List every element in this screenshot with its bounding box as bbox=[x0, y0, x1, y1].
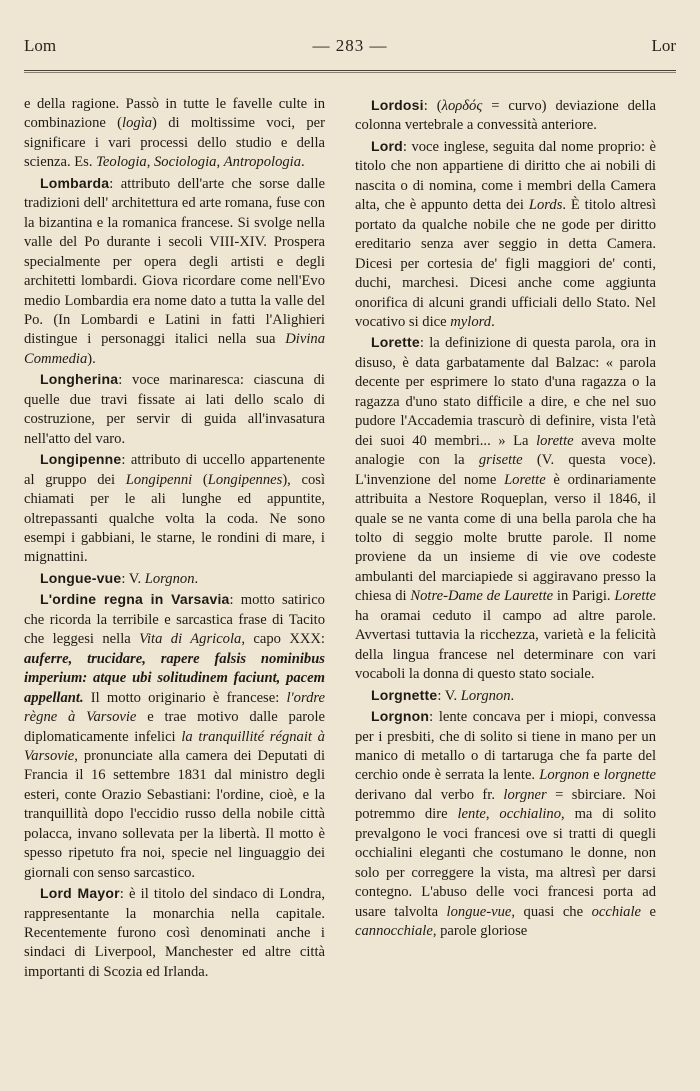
headword: L'ordine regna in Varsavia bbox=[40, 591, 230, 608]
headword: Lord Mayor bbox=[40, 885, 120, 902]
entry-lord: Lord: voce inglese, seguita dal nome proprio: è titolo che non appartiene di diritto che ai nobili di nascita o di nomina, come i membri della Camera alta, che è appunto detta dei Lords. È titolo altresì portato da qualche nobile che ne gode per diritto ereditario senza aver seggio in detta Camera. Dicesi per cortesia de' figli maggiori de' conti, duchi, marchesi. Dicesi anche come aggiunta onorifica di alcuni grandi ufficiali dello Stato. Nel vocativo si dice mylord. bbox=[355, 137, 656, 330]
entry-lorgnette: Lorgnette: V. Lorgnon. bbox=[371, 686, 515, 704]
entry-longipenne: Longipenne: attributo di uccello appartenente al gruppo dei Longipenni (Longipennes), così chiamati per le ali lunghe ed appuntite, oltrepassanti qualche volta la coda. Ne sono esempi i gabbiani, le starne, le rondini di mare, i mignattini. bbox=[24, 451, 325, 566]
entry-lord-mayor: Lord Mayor: è il titolo del sindaco di Londra, rappresentante la monarchia nella capitale. Recentemente furono così denominati anche i sindaci di Liverpool, Manchester ed altre città importanti di Scozia ed Irlanda. bbox=[24, 885, 325, 980]
entry-lorette: Lorette: la definizione di questa parola, ora in disuso, è data garbatamente dal Balzac: « parola decente per esprimere lo stato d'una ragazza o la ragazza d'uno stato difficile a dire, e che nel suo pudore l'Accademia trascurò di definire, vista l'età dei suoi 40 membri... » La lorette aveva molte analogie con la grisette (V. questa voce). L'invenzione del nome Lorette è ordinariamente attribuita a Nestore Roqueplan, verso il 1846, il quale se ne vanta come di una bella parola che ha tolto di seggio molte brutte parole. Il nome proviene da un insieme di vie ove codeste ambulanti del marciapiede si aggiravano presso la chiesa di Notre-Dame de Laurette in Parigi. Lorette ha oramai ceduto il campo ad altre parole. Avvertasi tuttavia la ricchezza, varietà e la felicità della lingua francese nel determinare con vari vocaboli la donna di questo stato sociale. bbox=[355, 334, 656, 683]
headword: Lorgnette bbox=[371, 686, 438, 703]
page-number: — 283 — bbox=[312, 36, 388, 55]
header-first-word: Lom bbox=[24, 36, 57, 55]
headword: Lord bbox=[371, 137, 403, 154]
entry-lordosi: Lordosi: (λορδός = curvo) deviazione della colonna vertebrale a convessità anteriore. bbox=[355, 97, 656, 134]
header-rule bbox=[24, 70, 676, 73]
entry-lorgnon: Lorgnon: lente concava per i miopi, convessa per i presbiti, che di solito si tiene in mano per un manico di metallo o di tartaruga che fa parte del cerchio onde è serrata la lente. Lorgnon e lorgnette derivano dal verbo fr. lorgner = sbirciare. Noi potremmo dire lente, occhialino, ma di solito prevalgono le voci francesi ove si tratti di quegli occhialini eleganti che costumano le donne, non solo per correggere la vista, ma altresì per darsi contegno. L'abuso delle voci francesi porta ad usare talvolta longue-vue, quasi che occhiale e cannocchiale, parole gloriose bbox=[355, 708, 657, 940]
headword: Longipenne bbox=[40, 451, 122, 468]
entry-continuation: e della ragione. Passò in tutte le favelle culte in combinazione (logìa) di moltissime voci, per significare i vari processi dello studio e della scienza. Es. Teologia, Sociologia, Antropologia. bbox=[24, 96, 325, 171]
headword: Lorette bbox=[371, 334, 420, 351]
entry-ordine-regna: L'ordine regna in Varsavia: motto satirico che ricorda la terribile e sarcastica frase di Tacito che leggesi nella Vita di Agricola, capo XXX: auferre, trucidare, rapere falsis nominibus imperium: atque ubi solitudinem faciunt, pacem appellant. Il motto originario è francese: l'ordre règne à Varsovie e trae motivo dalle parole diplomaticamente infelici la tranquillité régnait à Varsovie, pronunciate alla camera dei Deputati di Francia il 16 settembre 1831 dal ministro degli esteri, conte Orazio Sebastiani: l'ordine, cioè, e la tranquillità dopo l'eccidio russo della nobile città polacca, invano sollevata per la libertà. Il motto è spesso ripetuto fra noi, specie nel linguaggio dei giornali con senso sarcastico. bbox=[24, 591, 325, 881]
right-column bbox=[355, 95, 656, 941]
headword: Lorgnon bbox=[371, 708, 430, 725]
header-last-word: Lor bbox=[651, 36, 676, 55]
left-column bbox=[24, 95, 325, 982]
headword: Longherina bbox=[40, 371, 119, 388]
headword: Lombarda bbox=[40, 174, 110, 191]
running-header bbox=[24, 36, 676, 64]
headword: Longue-vue bbox=[40, 569, 122, 586]
entry-longherina: Longherina: voce marinaresca: ciascuna di quelle due travi fissate ai lati dello scalo di costruzione, per servir di guida all'invasatura nell'atto del varo. bbox=[24, 371, 325, 447]
headword: Lordosi bbox=[371, 97, 424, 113]
entry-longue-vue: Longue-vue: V. Lorgnon. bbox=[40, 569, 199, 587]
entry-lombarda: Lombarda: attributo dell'arte che sorse dalle tradizioni dell' architettura ed arte romana, fuse con la bizantina e la romanica francese. Si svolge nella valle del Po durante i secoli VIII-XIV. Prospera specialmente per opera degli artisti e degli architetti lombardi. Giova ricordare come nell'Evo medio Lombardia era nome dato a tutta la valle del Po. (In Lombardi e Latini in fatti l'Alighieri distingue i personaggi italici nella sua Divina Commedia). bbox=[24, 174, 325, 367]
